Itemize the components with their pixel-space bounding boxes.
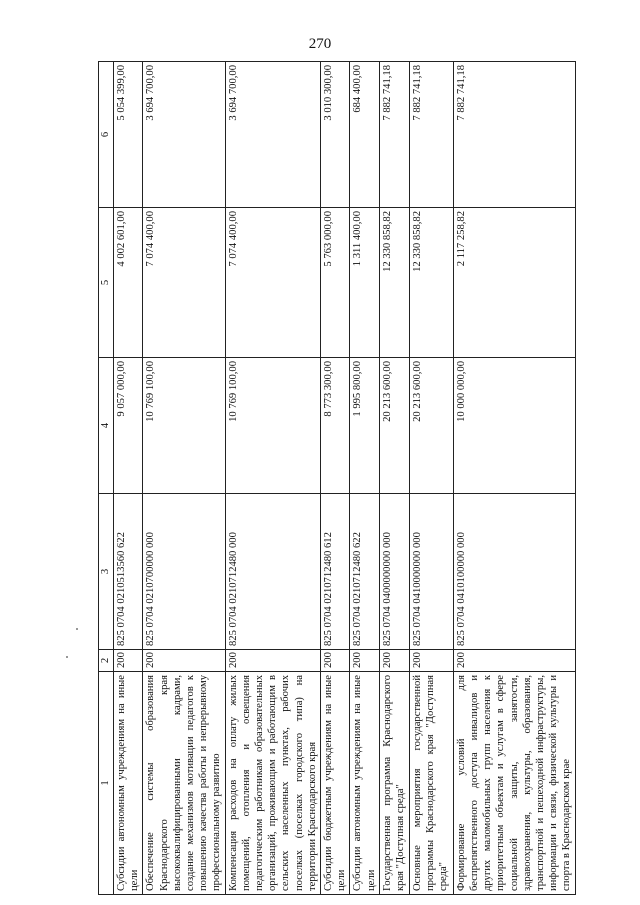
row-name: Государственная программа Краснодарского края "Доступная среда" — [379, 672, 409, 895]
table-row — [409, 62, 453, 895]
header-cell-6: 6 — [99, 62, 114, 208]
row-value-5: 7 074 400,00 — [143, 208, 225, 358]
row-code: 825 0704 0210712480 000 — [225, 494, 320, 650]
row-code: 825 0704 0210712480 622 — [350, 494, 379, 650]
row-col2: 200 — [143, 650, 225, 672]
table-row — [379, 62, 409, 895]
row-value-6: 5 054 399,00 — [114, 62, 143, 208]
row-col2: 200 — [379, 650, 409, 672]
row-value-5: 1 311 400,00 — [350, 208, 379, 358]
row-value-6: 7 882 741,18 — [379, 62, 409, 208]
row-name: Основные мероприятия государственной программы Краснодарского края "Доступная среда" — [409, 672, 453, 895]
row-value-6: 3 010 300,00 — [321, 62, 350, 208]
row-code: 825 0704 0210712480 612 — [321, 494, 350, 650]
rotated-table-frame — [98, 62, 573, 895]
row-value-6: 684 400,00 — [350, 62, 379, 208]
table-header-row — [99, 62, 114, 895]
row-name: Формирование условий для беспрепятственного доступа инвалидов и других маломобильных групп населения к приоритетным объектам и услугам в сфере социальной защиты, занятости, здравоохранения, культуры, образования, транспортной и пешеходной инфраструктуры, информации и связи, физической культуры и спорта в Краснодарском крае — [453, 672, 575, 895]
row-value-6: 3 694 700,00 — [143, 62, 225, 208]
row-value-4: 10 769 100,00 — [225, 358, 320, 494]
row-value-6: 7 882 741,18 — [409, 62, 453, 208]
row-value-4: 10 000 000,00 — [453, 358, 575, 494]
row-name: Обеспечение системы образования Краснодарского края высококвалифицированными кадрами, создание механизмов мотивации педагогов к повышению качества работы и непрерывному профессиональному развитию — [143, 672, 225, 895]
row-value-4: 9 057 000,00 — [114, 358, 143, 494]
row-name: Субсидии автономным учреждениям на иные цели — [114, 672, 143, 895]
row-col2: 200 — [409, 650, 453, 672]
rotated-table-container — [98, 62, 573, 895]
row-code: 825 0704 0410000000 000 — [409, 494, 453, 650]
row-value-5: 7 074 400,00 — [225, 208, 320, 358]
page-number: 270 — [308, 36, 332, 52]
row-col2: 200 — [321, 650, 350, 672]
row-value-5: 5 763 000,00 — [321, 208, 350, 358]
row-col2: 200 — [453, 650, 575, 672]
table-row — [225, 62, 320, 895]
header-cell-1: 1 — [99, 672, 114, 895]
header-cell-4: 4 — [99, 358, 114, 494]
row-value-6: 7 882 741,18 — [453, 62, 575, 208]
table-row — [143, 62, 225, 895]
row-value-5: 4 002 601,00 — [114, 208, 143, 358]
row-code: 825 0704 0210700000 000 — [143, 494, 225, 650]
table-row — [350, 62, 379, 895]
row-value-4: 20 213 600,00 — [379, 358, 409, 494]
row-value-6: 3 694 700,00 — [225, 62, 320, 208]
row-value-4: 10 769 100,00 — [143, 358, 225, 494]
budget-table — [98, 61, 576, 895]
table-row — [453, 62, 575, 895]
row-code: 825 0704 0410100000 000 — [453, 494, 575, 650]
scan-speck — [76, 628, 78, 630]
header-cell-3: 3 — [99, 494, 114, 650]
row-code: 825 0704 0210513560 622 — [114, 494, 143, 650]
table-row — [321, 62, 350, 895]
row-value-4: 20 213 600,00 — [409, 358, 453, 494]
header-cell-2: 2 — [99, 650, 114, 672]
row-name: Субсидии бюджетным учреждениям на иные цели — [321, 672, 350, 895]
row-name: Субсидии автономным учреждениям на иные цели — [350, 672, 379, 895]
table-row — [114, 62, 143, 895]
row-value-4: 1 995 800,00 — [350, 358, 379, 494]
row-col2: 200 — [225, 650, 320, 672]
row-value-5: 12 330 858,82 — [379, 208, 409, 358]
row-code: 825 0704 0400000000 000 — [379, 494, 409, 650]
row-value-4: 8 773 300,00 — [321, 358, 350, 494]
header-cell-5: 5 — [99, 208, 114, 358]
row-value-5: 12 330 858,82 — [409, 208, 453, 358]
row-name: Компенсация расходов на оплату жилых помещений, отопления и освещения педагогическим работникам образовательных организаций, проживающим и работающим в сельских населенных пунктах, рабочих поселках (поселках городского типа) на территории Краснодарского края — [225, 672, 320, 895]
row-col2: 200 — [350, 650, 379, 672]
row-value-5: 2 117 258,82 — [453, 208, 575, 358]
row-col2: 200 — [114, 650, 143, 672]
scan-speck — [66, 656, 68, 658]
